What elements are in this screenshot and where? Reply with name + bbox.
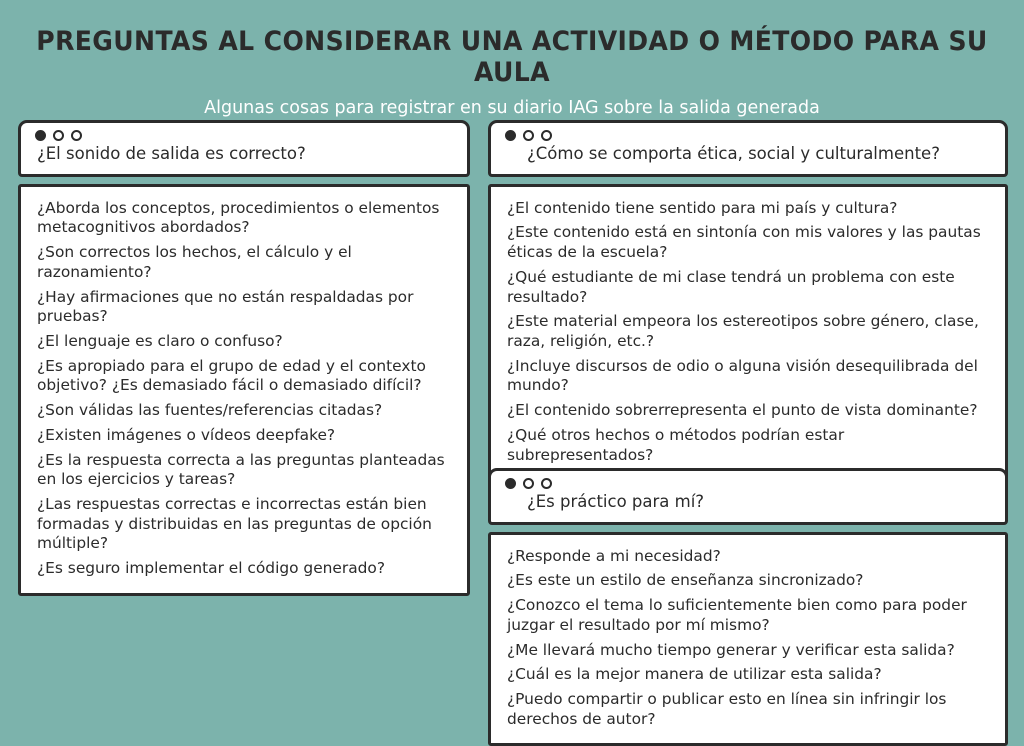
card-sonido — [18, 120, 470, 596]
card-practico-title: ¿Es práctico para mí? — [527, 492, 705, 511]
window-controls — [505, 130, 991, 141]
question-item: ¿Existen imágenes o vídeos deepfake? — [37, 425, 336, 444]
question-item: ¿Qué estudiante de mi clase tendrá un problema con este resultado? — [507, 267, 955, 306]
traffic-light-dot-filled-icon[interactable] — [505, 478, 516, 489]
question-item: ¿Aborda los conceptos, procedimientos o elementos metacognitivos abordados? — [37, 198, 440, 237]
traffic-light-dot-empty-icon[interactable] — [541, 130, 552, 141]
card-etica-titlebar — [488, 120, 1008, 177]
question-item: ¿Es apropiado para el grupo de edad y el contexto objetivo? ¿Es demasiado fácil o demasiado difícil? — [37, 356, 426, 395]
question-item: ¿El contenido sobrerrepresenta el punto de vista dominante? — [507, 401, 978, 420]
window-controls — [35, 130, 453, 141]
poster-header — [0, 0, 1024, 118]
card-etica-title: ¿Cómo se comporta ética, social y culturalmente? — [527, 144, 940, 163]
question-item: ¿El lenguaje es claro o confuso? — [37, 331, 283, 350]
question-item: ¿Cuál es la mejor manera de utilizar esta salida? — [507, 665, 882, 684]
question-item: ¿Puedo compartir o publicar esto en línea sin infringir los derechos de autor? — [507, 689, 947, 728]
page-title: PREGUNTAS AL CONSIDERAR UNA ACTIVIDAD O MÉTODO PARA SU AULA — [36, 26, 988, 88]
question-item: ¿El contenido tiene sentido para mi país y cultura? — [507, 198, 898, 217]
window-controls — [505, 478, 991, 489]
traffic-light-dot-filled-icon[interactable] — [35, 130, 46, 141]
question-item: ¿Es la respuesta correcta a las preguntas planteadas en los ejercicios y tareas? — [37, 450, 445, 489]
question-item: ¿Incluye discursos de odio o alguna visión desequilibrada del mundo? — [507, 356, 978, 395]
traffic-light-dot-empty-icon[interactable] — [523, 130, 534, 141]
card-practico — [488, 468, 1008, 746]
card-practico-titlebar — [488, 468, 1008, 525]
question-item: ¿Son válidas las fuentes/referencias citadas? — [37, 401, 383, 420]
question-item: ¿Es seguro implementar el código generado? — [37, 559, 386, 578]
traffic-light-dot-filled-icon[interactable] — [505, 130, 516, 141]
traffic-light-dot-empty-icon[interactable] — [541, 478, 552, 489]
card-etica-body — [488, 184, 1008, 483]
traffic-light-dot-empty-icon[interactable] — [53, 130, 64, 141]
question-item: ¿Conozco el tema lo suficientemente bien como para poder juzgar el resultado por mí mismo? — [507, 596, 967, 634]
question-item: ¿Me llevará mucho tiempo generar y verificar esta salida? — [507, 640, 955, 659]
question-item: ¿Las respuestas correctas e incorrectas están bien formadas y distribuidas en las preguntas de opción múltiple? — [37, 494, 432, 553]
question-item: ¿Son correctos los hechos, el cálculo y el razonamiento? — [37, 243, 352, 281]
page-subtitle: Algunas cosas para registrar en su diario IAG sobre la salida generada — [204, 98, 820, 118]
card-practico-body — [488, 532, 1008, 746]
question-item: ¿Este material empeora los estereotipos sobre género, clase, raza, religión, etc.? — [507, 312, 979, 350]
question-item: ¿Qué otros hechos o métodos podrían estar subrepresentados? — [507, 425, 845, 464]
question-item: ¿Responde a mi necesidad? — [507, 546, 721, 565]
traffic-light-dot-empty-icon[interactable] — [71, 130, 82, 141]
card-etica — [488, 120, 1008, 482]
card-sonido-body — [18, 184, 470, 596]
traffic-light-dot-empty-icon[interactable] — [523, 478, 534, 489]
question-item: ¿Hay afirmaciones que no están respaldadas por pruebas? — [37, 287, 414, 326]
card-sonido-title: ¿El sonido de salida es correcto? — [37, 144, 306, 163]
question-item: ¿Este contenido está en sintonía con mis valores y las pautas éticas de la escuela? — [507, 223, 981, 262]
card-sonido-titlebar — [18, 120, 470, 177]
question-item: ¿Es este un estilo de enseñanza sincronizado? — [507, 571, 864, 590]
